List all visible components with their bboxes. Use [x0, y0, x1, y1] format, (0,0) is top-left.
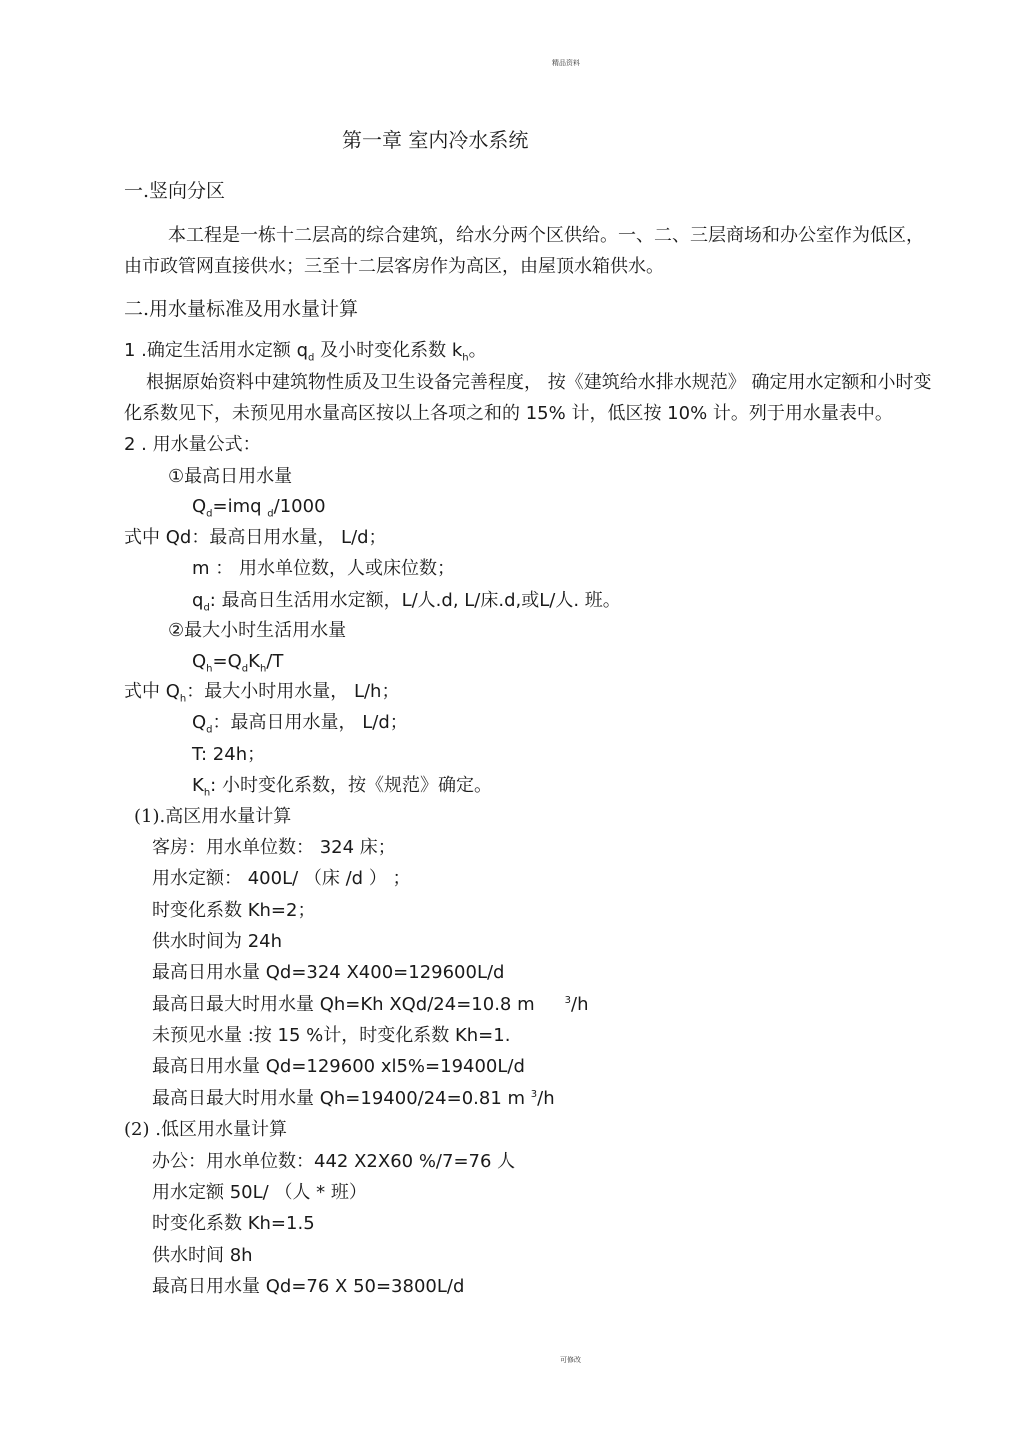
- formula-1: $Q_d=imq$ $_d$/1000: [192, 496, 326, 520]
- formula-2-where-c: T: 24h；: [192, 744, 266, 765]
- high-zone-line-6: 最高日最大时用水量 Qh=Kh XQd/24=10.8 m $^3$/h: [152, 994, 589, 1015]
- high-zone-line-2: 用水定额： 400L/ （床 /d ） ；: [152, 868, 411, 889]
- formula-2-title: ②最大小时生活用水量: [168, 620, 347, 641]
- high-zone-line-1: 客房：用水单位数： 324 床；: [152, 837, 396, 858]
- paragraph-2-line-1: 根据原始资料中建筑物性质及卫生设备完善程度， 按《建筑给水排水规范》 确定用水定额和小时变: [146, 372, 932, 393]
- formula-1-title: ①最高日用水量: [168, 466, 293, 487]
- formula-1-where-c: $q_d$: 最高日生活用水定额，L/人.d, L/床.d,或L/人. 班。: [192, 590, 621, 614]
- formula-1-where-b: m ： 用水单位数，人或床位数；: [192, 558, 455, 579]
- high-zone-heading: (1).高区用水量计算: [134, 806, 292, 827]
- formula-2: $Q_h=Q_dK_h/T$: [192, 651, 284, 675]
- item-1: 1 .确定生活用水定额 $q_d$ 及小时变化系数 $k_h$。: [124, 340, 487, 364]
- low-zone-line-2: 用水定额 50L/ （人 * 班）: [152, 1182, 367, 1203]
- high-zone-line-8: 最高日用水量 Qd=129600 xl5%=19400L/d: [152, 1056, 525, 1077]
- low-zone-line-1: 办公：用水单位数：442 X2X60 %/7=76 人: [152, 1151, 516, 1172]
- high-zone-line-7: 未预见水量 :按 15 %计，时变化系数 Kh=1.: [152, 1025, 511, 1046]
- high-zone-line-3: 时变化系数 Kh=2；: [152, 900, 316, 921]
- footer-note: 可修改: [560, 1356, 581, 1364]
- header-note: 精品资料: [552, 59, 580, 67]
- low-zone-heading: (2) .低区用水量计算: [124, 1119, 287, 1140]
- formula-2-where-a: 式中 $Q_h$：最大小时用水量， L/h；: [124, 681, 400, 705]
- section-heading-1: 一.竖向分区: [124, 180, 226, 202]
- item-2: 2 . 用水量公式：: [124, 434, 261, 455]
- formula-1-where-a: 式中 Qd：最高日用水量， L/d；: [124, 527, 387, 548]
- low-zone-line-3: 时变化系数 Kh=1.5: [152, 1213, 315, 1234]
- paragraph-1-line-2: 由市政管网直接供水；三至十二层客房作为高区，由屋顶水箱供水。: [124, 256, 664, 277]
- page-title: 第一章 室内冷水系统: [342, 128, 529, 152]
- formula-2-where-b: $Q_d$：最高日用水量， L/d；: [192, 712, 408, 736]
- paragraph-2-line-2: 化系数见下，未预见用水量高区按以上各项之和的 15% 计，低区按 10% 计。列于用水量表中。: [124, 403, 893, 424]
- high-zone-line-5: 最高日用水量 Qd=324 X400=129600L/d: [152, 962, 505, 983]
- paragraph-1-line-1: 本工程是一栋十二层高的综合建筑，给水分两个区供给。一、二、三层商场和办公室作为低区，: [168, 225, 924, 246]
- high-zone-line-9: 最高日最大时用水量 Qh=19400/24=0.81 m $^3$/h: [152, 1088, 555, 1109]
- low-zone-line-5: 最高日用水量 Qd=76 X 50=3800L/d: [152, 1276, 465, 1297]
- high-zone-line-4: 供水时间为 24h: [152, 931, 283, 952]
- section-heading-2: 二.用水量标准及用水量计算: [124, 298, 359, 320]
- low-zone-line-4: 供水时间 8h: [152, 1245, 253, 1266]
- formula-2-where-d: $K_h$: 小时变化系数，按《规范》确定。: [192, 775, 492, 799]
